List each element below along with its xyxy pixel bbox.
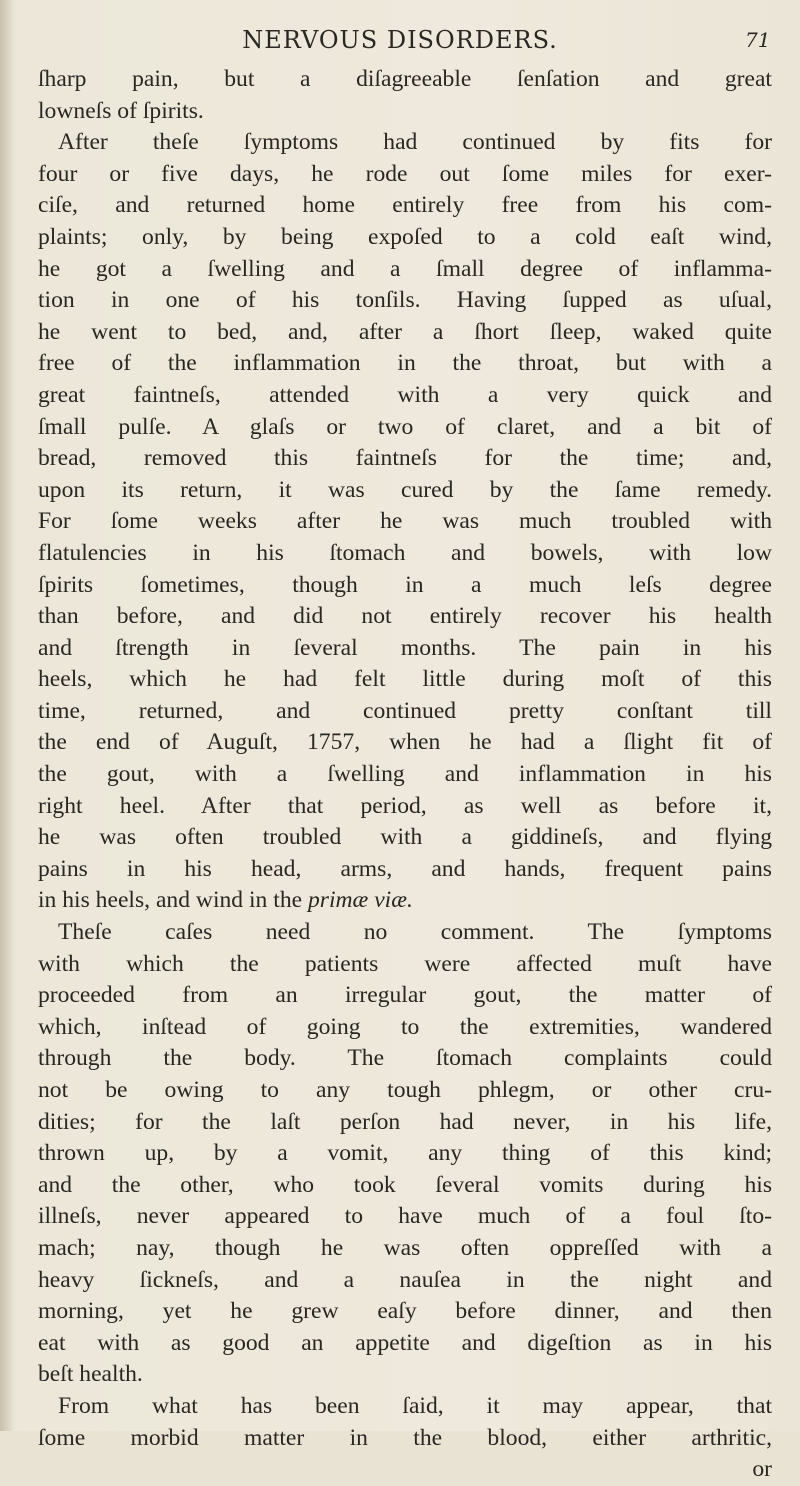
line-text: not be owing to any tough phlegm, or other cru- bbox=[38, 1077, 772, 1103]
text-line bbox=[38, 633, 772, 665]
line-text: From what has been ſaid, it may appear, that bbox=[58, 1392, 772, 1419]
text-line bbox=[38, 1359, 772, 1391]
text-line bbox=[38, 538, 772, 570]
text-line bbox=[38, 254, 772, 286]
text-line bbox=[38, 348, 772, 380]
text-line bbox=[38, 696, 772, 728]
line-text: he went to bed, and, after a ſhort ſleep, waked quite bbox=[38, 318, 772, 345]
line-text: pains in his head, arms, and hands, frequent pains bbox=[38, 855, 772, 882]
text-line bbox=[38, 917, 772, 949]
page-header bbox=[0, 24, 800, 54]
text-line bbox=[38, 380, 772, 412]
line-text: thrown up, by a vomit, any thing of this kind; bbox=[38, 1140, 772, 1167]
line-text: and the other, who took ſeveral vomits during his bbox=[38, 1171, 772, 1198]
line-text: in his heels, and wind in the bbox=[38, 887, 308, 914]
line-text: and ſtrength in ſeveral months. The pain in his bbox=[38, 634, 772, 661]
text-line bbox=[38, 570, 772, 602]
text-line bbox=[38, 791, 772, 823]
line-text: bread, removed this faintneſs for the time; and, bbox=[38, 445, 772, 472]
line-text: he was often troubled with a giddineſs, and flying bbox=[38, 824, 772, 851]
line-text: dities; for the laſt perſon had never, in his life, bbox=[38, 1108, 772, 1135]
line-text: ſome morbid matter in the blood, either arthritic, bbox=[38, 1424, 772, 1451]
gutter-shadow bbox=[0, 0, 14, 1431]
text-line bbox=[38, 664, 772, 696]
text-line bbox=[38, 1107, 772, 1139]
line-text: upon its return, it was cured by the ſame remedy. bbox=[38, 476, 772, 503]
line-text: the end of Auguſt, 1757, when he had a ſlight fit of bbox=[38, 729, 772, 756]
text-line bbox=[38, 1170, 772, 1202]
line-text: morning, yet he grew eaſy before dinner, and then bbox=[38, 1298, 772, 1325]
text-line bbox=[38, 1012, 772, 1044]
text-line bbox=[38, 854, 772, 886]
text-line bbox=[38, 1265, 772, 1297]
line-text: time, returned, and continued pretty conſtant till bbox=[38, 697, 772, 724]
line-text: mach; nay, though he was often oppreſſed with a bbox=[38, 1234, 772, 1261]
line-text: plaints; only, by being expoſed to a cold eaſt wind, bbox=[38, 223, 772, 250]
line-text: than before, and did not entirely recover his health bbox=[38, 603, 772, 630]
line-text: four or five days, he rode out ſome miles for exer- bbox=[38, 160, 772, 187]
line-text: the gout, with a ſwelling and inflammation in his bbox=[38, 761, 772, 788]
line-text: he got a ſwelling and a ſmall degree of inflamma- bbox=[38, 255, 772, 282]
line-text: ſharp pain, but a diſagreeable ſenſation and great bbox=[38, 66, 772, 92]
line-text: through the body. The ſtomach complaints could bbox=[38, 1045, 772, 1072]
text-line bbox=[38, 475, 772, 507]
text-line bbox=[38, 1296, 772, 1328]
text-line bbox=[38, 506, 772, 538]
text-line bbox=[38, 1138, 772, 1170]
text-line bbox=[38, 949, 772, 981]
text-line bbox=[38, 96, 772, 128]
line-text: For ſome weeks after he was much troubled with bbox=[38, 508, 772, 535]
text-line bbox=[38, 1075, 772, 1107]
text-line bbox=[38, 759, 772, 791]
line-text: heels, which he had felt little during moſt of this bbox=[38, 666, 772, 693]
text-line bbox=[38, 1328, 772, 1360]
italic-phrase: primæ viæ. bbox=[307, 887, 413, 914]
text-line bbox=[38, 159, 772, 191]
text-line bbox=[38, 127, 772, 159]
page-number: 71 bbox=[745, 28, 771, 52]
line-text: proceeded from an irregular gout, the matter of bbox=[38, 982, 772, 1009]
line-text: ciſe, and returned home entirely free from his com- bbox=[38, 192, 772, 219]
line-text: Theſe caſes need no comment. The ſymptoms bbox=[58, 919, 772, 946]
line-text: flatulencies in his ſtomach and bowels, with low bbox=[38, 539, 772, 566]
line-text: ſmall pulſe. A glaſs or two of claret, and a bit of bbox=[38, 413, 772, 440]
text-line bbox=[38, 1391, 772, 1423]
line-text: right heel. After that period, as well as before it, bbox=[38, 792, 772, 819]
text-line bbox=[38, 222, 772, 254]
text-line bbox=[38, 601, 772, 633]
line-text: heavy ſickneſs, and a nauſea in the night and bbox=[38, 1266, 772, 1293]
line-text: or bbox=[752, 1456, 772, 1483]
line-text: eat with as good an appetite and digeſtion as in his bbox=[38, 1329, 772, 1356]
text-line bbox=[38, 412, 772, 444]
line-text: lowneſs of ſpirits. bbox=[38, 97, 204, 124]
text-line bbox=[38, 285, 772, 317]
line-text: ſpirits ſometimes, though in a much leſs degree bbox=[38, 571, 772, 598]
text-line bbox=[38, 64, 772, 96]
text-line bbox=[38, 190, 772, 222]
line-text: which, inſtead of going to the extremities, wandered bbox=[38, 1013, 772, 1040]
text-line bbox=[38, 822, 772, 854]
text-line bbox=[38, 980, 772, 1012]
line-text: with which the patients were affected muſt have bbox=[38, 950, 772, 977]
line-text: tion in one of his tonſils. Having ſupped as uſual, bbox=[38, 287, 772, 314]
text-line bbox=[38, 885, 772, 917]
text-line bbox=[38, 317, 772, 349]
text-line bbox=[38, 1423, 772, 1455]
text-line bbox=[38, 1201, 772, 1233]
line-text: illneſs, never appeared to have much of a foul ſto- bbox=[38, 1203, 772, 1230]
text-line bbox=[38, 727, 772, 759]
text-line bbox=[38, 1043, 772, 1075]
text-line bbox=[38, 443, 772, 475]
body-text bbox=[38, 64, 772, 1486]
text-line bbox=[38, 1454, 772, 1486]
text-line bbox=[38, 1233, 772, 1265]
line-text: beſt health. bbox=[38, 1361, 143, 1388]
line-text: free of the inflammation in the throat, but with a bbox=[38, 350, 772, 377]
line-text: great faintneſs, attended with a very quick and bbox=[38, 381, 772, 408]
line-text: After theſe ſymptoms had continued by fits for bbox=[58, 129, 772, 156]
running-head: NERVOUS DISORDERS. bbox=[242, 26, 558, 54]
